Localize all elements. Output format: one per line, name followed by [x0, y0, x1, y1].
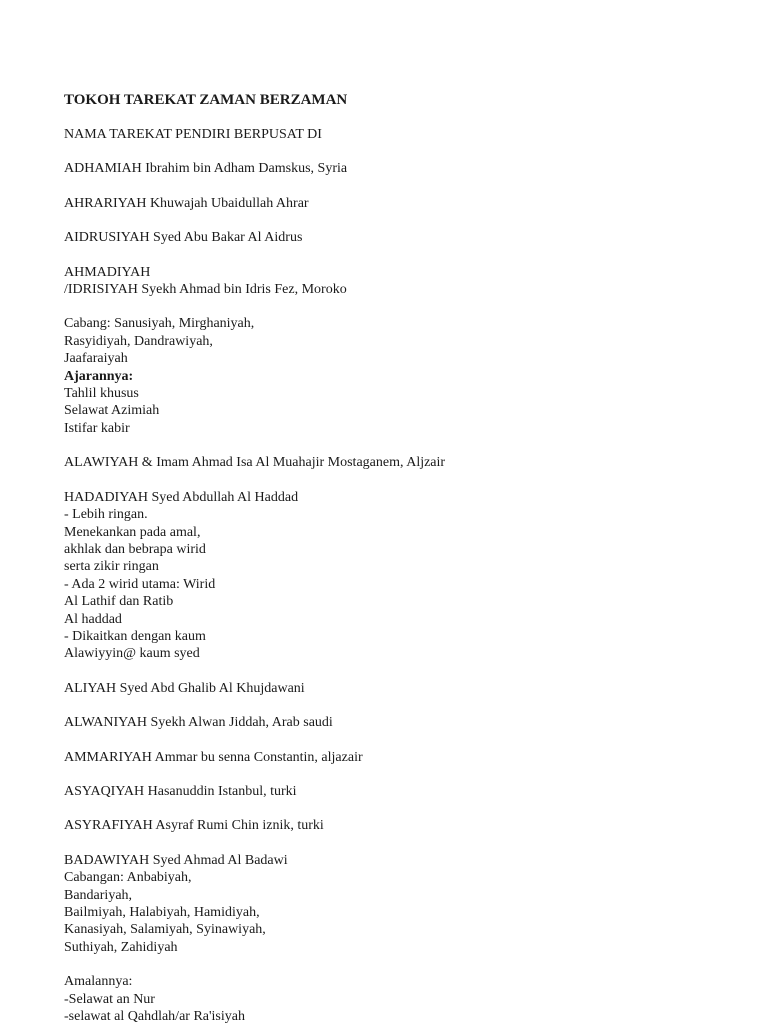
entry-line: Cabangan: Anbabiyah,	[64, 870, 192, 886]
entry-line: -Selawat an Nur	[64, 991, 155, 1007]
entry-block	[64, 264, 744, 299]
entry-subheading: Ajarannya:	[64, 368, 134, 384]
entry-line: AIDRUSIYAH Syed Abu Bakar Al Aidrus	[64, 230, 303, 246]
entry-line: Suthiyah, Zahidiyah	[64, 939, 178, 955]
entry-line: AMMARIYAH Ammar bu senna Constantin, aljazair	[64, 749, 363, 765]
entry-line: Al haddad	[64, 611, 122, 627]
entry-line: Kanasiyah, Salamiyah, Syinawiyah,	[64, 922, 266, 938]
column-header-line: NAMA TAREKAT PENDIRI BERPUSAT DI	[64, 127, 322, 142]
entry-block	[64, 714, 744, 731]
entry-line: Amalannya:	[64, 974, 133, 990]
entry-block	[64, 817, 744, 834]
entry-line: - Lebih ringan.	[64, 507, 148, 523]
entry-line: AHRARIYAH Khuwajah Ubaidullah Ahrar	[64, 195, 309, 211]
entry-line: ALIYAH Syed Abd Ghalib Al Khujdawani	[64, 680, 305, 696]
entry-line: Rasyidiyah, Dandrawiyah,	[64, 333, 213, 349]
entry-line: Selawat Azimiah	[64, 403, 160, 419]
entry-line: serta zikir ringan	[64, 559, 159, 575]
entries-container	[64, 160, 744, 1024]
entry-line: Cabang: Sanusiyah, Mirghaniyah,	[64, 316, 255, 332]
entry-block	[64, 680, 744, 697]
entry-line: ALAWIYAH & Imam Ahmad Isa Al Muahajir Mostaganem, Aljzair	[64, 455, 446, 471]
entry-block	[64, 195, 744, 212]
entry-line: ASYAQIYAH Hasanuddin Istanbul, turki	[64, 783, 297, 799]
entry-line: akhlak dan bebrapa wirid	[64, 541, 206, 557]
entry-block	[64, 454, 744, 471]
entry-line: Jaafaraiyah	[64, 351, 128, 367]
document-content	[64, 91, 744, 1024]
entry-line: /IDRISIYAH Syekh Ahmad bin Idris Fez, Moroko	[64, 282, 347, 298]
entry-line: Al Lathif dan Ratib	[64, 594, 174, 610]
entry-line: - Dikaitkan dengan kaum	[64, 628, 206, 644]
entry-line: ADHAMIAH Ibrahim bin Adham Damskus, Syria	[64, 161, 348, 177]
entry-line: -selawat al Qahdlah/ar Ra'isiyah	[64, 1009, 245, 1024]
entry-block	[64, 749, 744, 766]
entry-line: ASYRAFIYAH Asyraf Rumi Chin iznik, turki	[64, 818, 324, 834]
entry-block	[64, 973, 744, 1024]
entry-line: BADAWIYAH Syed Ahmad Al Badawi	[64, 852, 288, 868]
entry-line: Bailmiyah, Halabiyah, Hamidiyah,	[64, 905, 260, 920]
entry-block	[64, 489, 744, 663]
entry-block	[64, 315, 744, 437]
entry-block	[64, 852, 744, 956]
entry-line: Menekankan pada amal,	[64, 524, 201, 540]
entry-line: AHMADIYAH	[64, 264, 151, 280]
entry-line: Alawiyyin@ kaum syed	[64, 646, 200, 662]
document-title: TOKOH TAREKAT ZAMAN BERZAMAN	[64, 92, 348, 108]
entry-line: ALWANIYAH Syekh Alwan Jiddah, Arab saudi	[64, 715, 333, 731]
entry-line: Tahlil khusus	[64, 386, 139, 402]
entry-block	[64, 229, 744, 246]
entry-line: Bandariyah,	[64, 887, 133, 903]
entry-block	[64, 783, 744, 800]
entry-block	[64, 160, 744, 177]
entry-line: HADADIYAH Syed Abdullah Al Haddad	[64, 489, 299, 505]
entry-line: Istifar kabir	[64, 420, 130, 436]
entry-line: - Ada 2 wirid utama: Wirid	[64, 576, 216, 592]
